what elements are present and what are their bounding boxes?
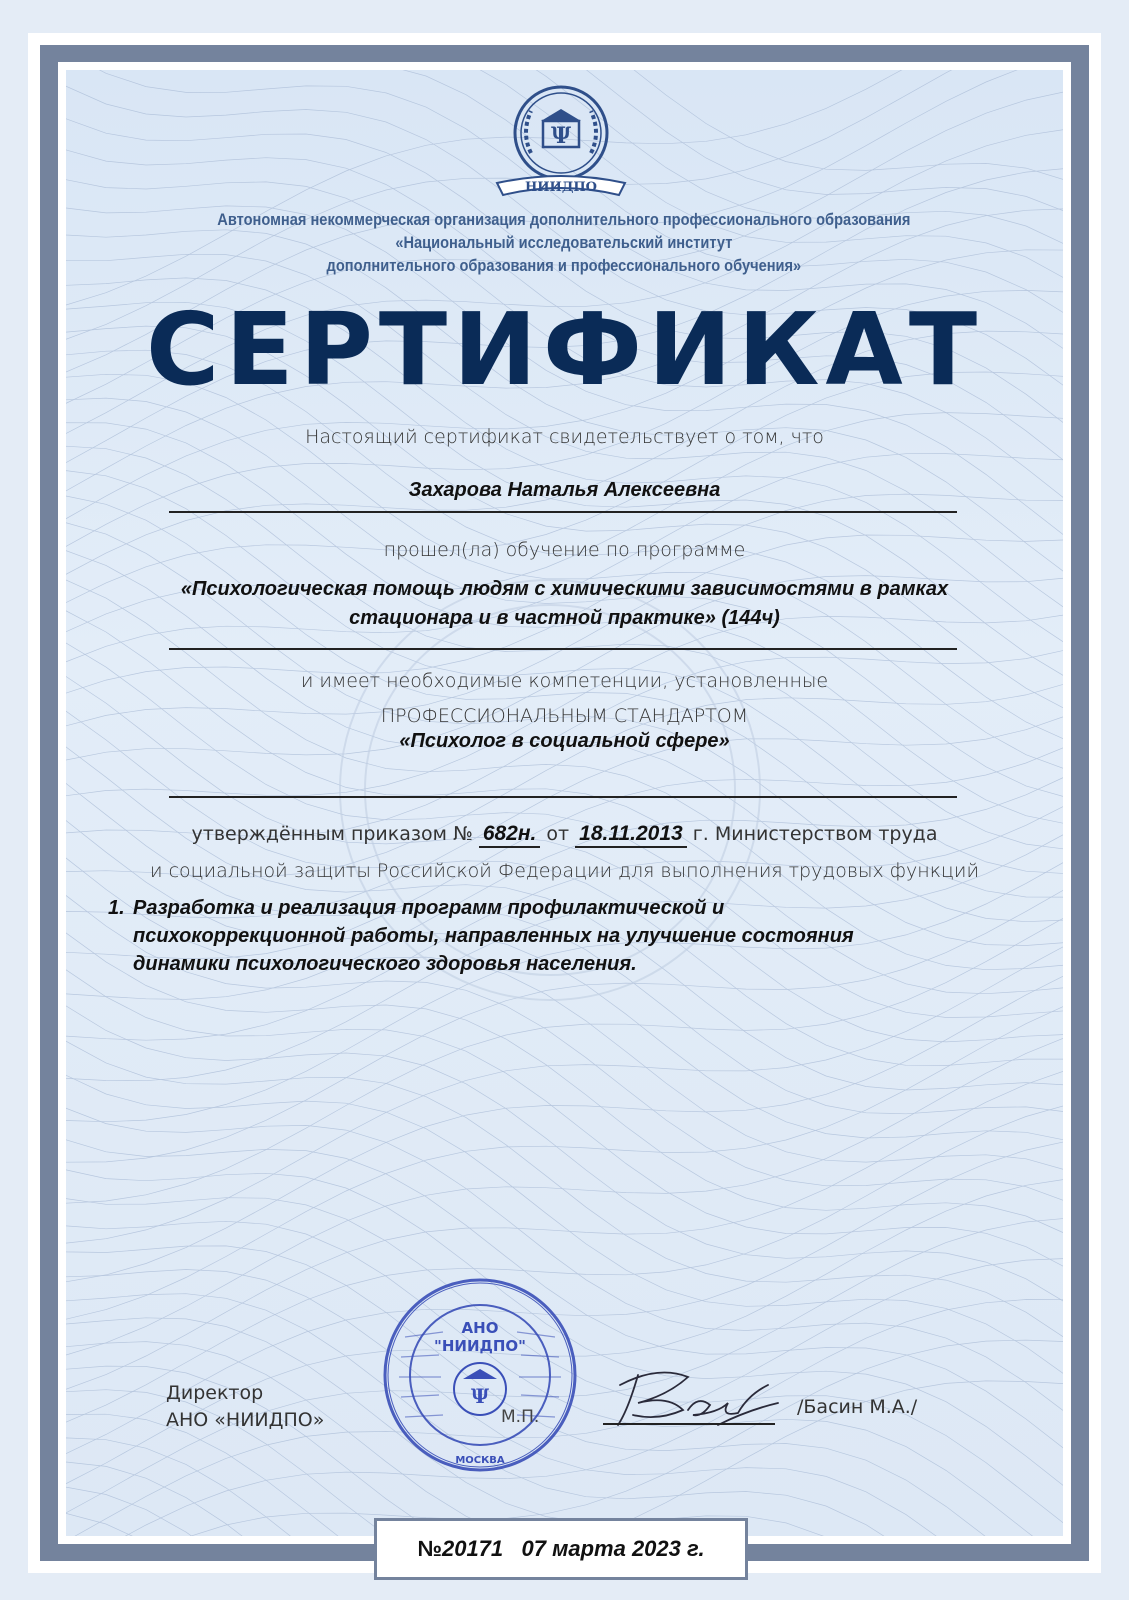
svg-text:НИИДПО: НИИДПО: [524, 180, 598, 195]
completed-text: прошел(ла) обучение по программе: [383, 539, 746, 561]
function-line3: динамики психологического здоровья населения.: [133, 953, 637, 975]
svg-text:"НИИДПО": "НИИДПО": [434, 1337, 526, 1355]
order-prefix: утверждённым приказом №: [191, 823, 473, 845]
certificate-date: 07 марта 2023 г.: [521, 1536, 705, 1561]
org-name-line1: Автономная некоммерческая организация дополнительного профессионального образования: [217, 210, 911, 229]
certifies-text: Настоящий сертификат свидетельствует о том, что: [305, 426, 824, 448]
competence-text: и имеет необходимые компетенции, установленные: [300, 670, 829, 692]
signature-line: [603, 1423, 775, 1425]
director-title: Директор: [166, 1382, 264, 1404]
program-line2: стационара и в частной практике» (144ч): [349, 607, 780, 629]
director-label: [166, 1380, 324, 1434]
function-line2: психокоррекционной работы, направленных на улучшение состояния: [133, 925, 854, 947]
svg-text:МОСКВА: МОСКВА: [455, 1455, 505, 1466]
org-name-line3: дополнительного образования и профессионального обучения»: [326, 256, 802, 275]
number-sign: №: [417, 1536, 442, 1561]
order-number: 682н.: [479, 822, 541, 848]
official-stamp: [373, 1277, 587, 1473]
order-line: [0, 822, 1129, 848]
order-line2: и социальной защиты Российской Федерации для выполнения трудовых функций: [150, 860, 979, 882]
stamp-place-label: М.П.: [501, 1407, 540, 1427]
function-line1: Разработка и реализация программ профилактической и: [133, 897, 725, 919]
director-org: АНО «НИИДПО»: [166, 1409, 325, 1431]
program-line1: «Психологическая помощь людям с химическими зависимостями в рамках: [180, 578, 949, 600]
labor-functions-list: [108, 894, 1008, 978]
function-number: 1.: [108, 897, 125, 919]
name-underline: [169, 511, 957, 513]
standard-underline: [169, 796, 957, 798]
order-from: от: [546, 823, 570, 845]
signer-name: /Басин М.А./: [797, 1396, 918, 1418]
standard-label: ПРОФЕССИОНАЛЬНЫМ СТАНДАРТОМ: [380, 705, 749, 727]
certificate-number: 20171: [441, 1536, 504, 1561]
order-suffix: г. Министерством труда: [692, 823, 938, 845]
institute-logo: [491, 83, 631, 203]
order-date: 18.11.2013: [575, 822, 687, 848]
certificate-number-box: [374, 1518, 748, 1580]
svg-text:Ψ: Ψ: [550, 123, 572, 149]
org-name-line2: «Национальный исследовательский институт: [395, 233, 733, 252]
svg-text:АНО: АНО: [461, 1319, 499, 1337]
svg-text:Ψ: Ψ: [470, 1384, 490, 1408]
recipient-name: Захарова Наталья Алексеевна: [408, 479, 721, 501]
program-underline: [169, 648, 957, 650]
certificate-title: СЕРТИФИКАТ: [145, 291, 984, 408]
standard-name: «Психолог в социальной сфере»: [399, 730, 730, 752]
